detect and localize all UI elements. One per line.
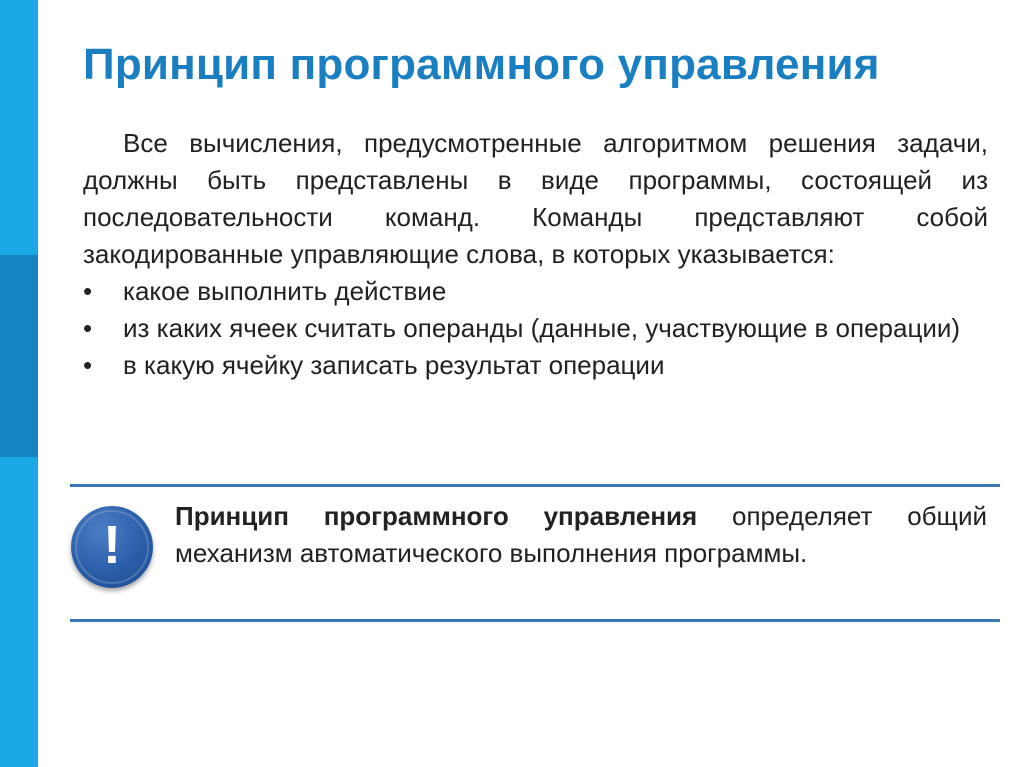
bullet-icon: • [83, 350, 93, 380]
intro-paragraph: Все вычисления, предусмотренные алгоритмом решения задачи, должны быть представлены в виде программы, состоящей из последовательности команд. Команды представляют собой закодированные управляющие слова, в которых указывается: [83, 128, 988, 269]
page-title: Принцип программного управления [83, 40, 880, 89]
exclamation-mark: ! [103, 515, 121, 575]
top-divider [70, 484, 1000, 487]
main-text [83, 125, 988, 384]
list-item-text: какое выполнить действие [123, 276, 447, 306]
list-item [83, 310, 988, 347]
bullet-list [83, 273, 988, 384]
bullet-icon: • [83, 276, 93, 306]
note-rest: определяет общий механизм автоматического выполнения программы. [175, 501, 987, 568]
list-item [83, 273, 988, 310]
note-text [175, 498, 987, 572]
side-bar-accent [0, 255, 38, 457]
bottom-divider [70, 619, 1000, 622]
exclamation-icon [71, 506, 153, 588]
bullet-icon: • [83, 313, 93, 343]
list-item-text: в какую ячейку записать результат операции [123, 350, 665, 380]
note-bold-term: Принцип программного управления [175, 501, 698, 531]
list-item [83, 347, 988, 384]
list-item-text: из каких ячеек считать операнды (данные, участвующие в операции) [123, 313, 961, 343]
